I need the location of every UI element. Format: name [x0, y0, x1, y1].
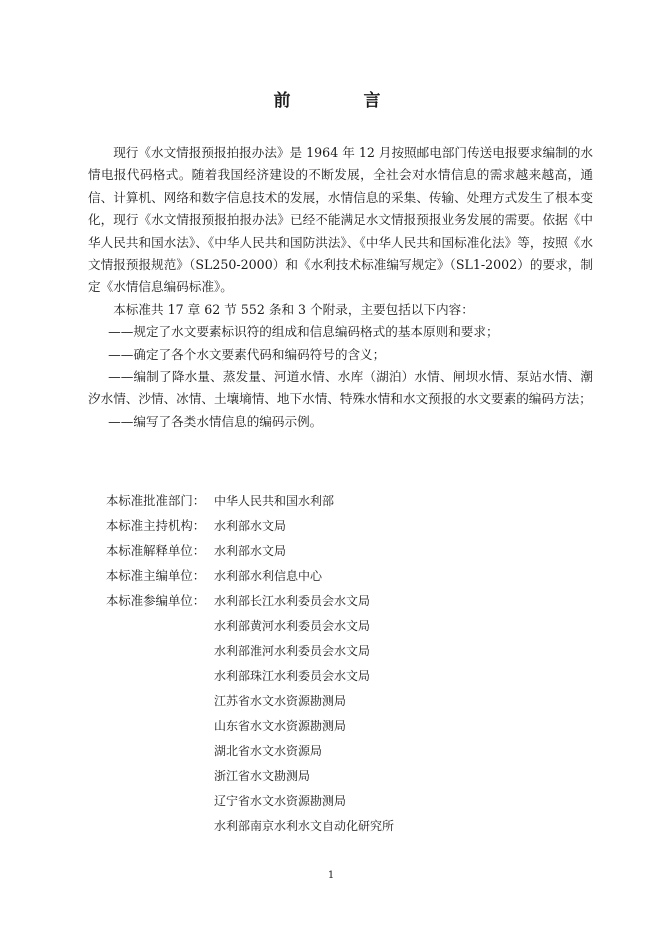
editor-label: 本标准主编单位： [106, 568, 206, 583]
host-label: 本标准主持机构： [106, 518, 206, 533]
participant-unit: 水利部淮河水利委员会水文局 [214, 644, 371, 658]
approval-label: 本标准批准部门： [106, 493, 206, 508]
editor-row [106, 563, 394, 588]
participants-row [106, 588, 394, 613]
participants-row [106, 613, 394, 638]
host-row [106, 513, 394, 538]
participants-row [106, 788, 394, 813]
participant-unit: 辽宁省水文水资源勘测局 [214, 794, 347, 808]
page-number: 1 [327, 870, 335, 881]
participants-row [106, 813, 394, 838]
paragraph-background: 现行《水文情报预报拍报办法》是 1964 年 12 月按照邮电部门传送电报要求编制的水情电报代码格式。随着我国经济建设的不断发展，全社会对水情信息的需求越来越高，通信、计算机、网络和数字信息技术的发展，水情信息的采集、传输、处理方式发生了根本变化，现行《水文情报预报拍报办法》已经不能满足水文情报预报业务发展的需要。依据《中华人民共和国水法》、《中华人民共和国防洪法》、《中华人民共和国标准化法》等，按照《水文情报预报规范》（SL250-2000）和《水利技术标准编写规定》（SL1-2002）的要求，制定《水情信息编码标准》。 [88, 145, 593, 295]
participants-row [106, 738, 394, 763]
approval-value: 中华人民共和国水利部 [214, 494, 335, 508]
participant-unit: 水利部黄河水利委员会水文局 [214, 619, 371, 633]
paragraph-contents-intro: 本标准共 17 章 62 节 552 条和 3 个附录，主要包括以下内容： [113, 301, 474, 317]
host-value: 水利部水文局 [214, 519, 287, 533]
participants-row [106, 688, 394, 713]
list-item: ——确定了各个水文要素代码和编码符号的含义； [108, 346, 386, 362]
approval-row [106, 488, 394, 513]
page-title: 前 言 [273, 91, 409, 111]
list-item: ——编制了降水量、蒸发量、河道水情、水库（湖泊）水情、闸坝水情、泵站水情、潮汐水情、沙情、冰情、土壤墒情、地下水情、特殊水情和水文预报的水文要素的编码方法； [88, 369, 593, 407]
participant-unit: 浙江省水文勘测局 [214, 769, 311, 783]
participants-row [106, 663, 394, 688]
participants-row [106, 638, 394, 663]
interpret-row [106, 538, 394, 563]
participants-row [106, 713, 394, 738]
participant-unit: 山东省水文水资源勘测局 [214, 719, 347, 733]
participant-unit: 水利部南京水利水文自动化研究所 [214, 819, 395, 833]
participant-unit: 水利部珠江水利委员会水文局 [214, 669, 371, 683]
participant-unit: 江苏省水文水资源勘测局 [214, 694, 347, 708]
participants-row [106, 763, 394, 788]
list-item: ——编写了各类水情信息的编码示例。 [108, 413, 323, 429]
participant-unit: 水利部长江水利委员会水文局 [214, 594, 371, 608]
participants-label: 本标准参编单位： [106, 593, 206, 608]
interpret-label: 本标准解释单位： [106, 543, 206, 558]
responsible-units [106, 488, 394, 838]
preface-body [88, 142, 593, 433]
participant-unit: 湖北省水文水资源局 [214, 744, 323, 758]
editor-value: 水利部水利信息中心 [214, 569, 323, 583]
interpret-value: 水利部水文局 [214, 544, 287, 558]
list-item: ——规定了水文要素标识符的组成和信息编码格式的基本原则和要求； [108, 324, 499, 340]
